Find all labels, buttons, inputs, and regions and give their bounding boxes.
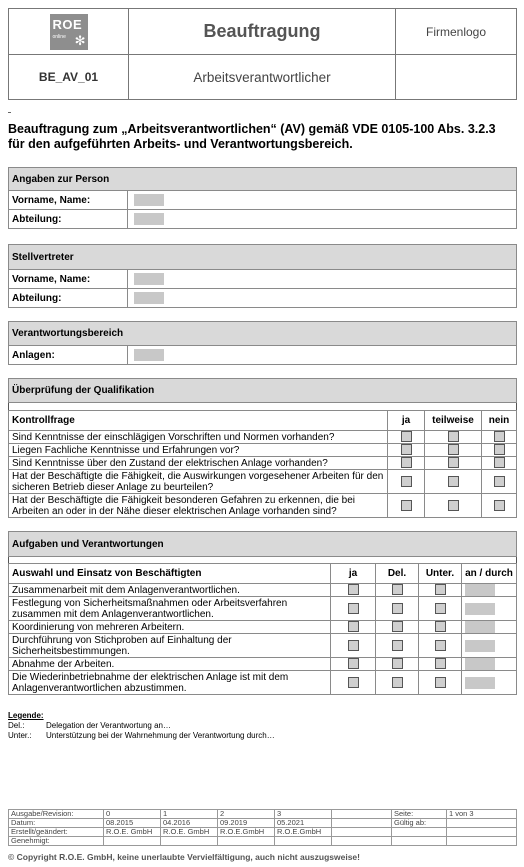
checkbox-yes[interactable] <box>348 658 359 669</box>
checkbox-partly[interactable] <box>448 476 459 487</box>
checkbox-no[interactable] <box>494 431 505 442</box>
deputy-heading: Stellvertreter <box>9 245 517 270</box>
plants-input[interactable] <box>134 349 164 361</box>
checkbox-yes[interactable] <box>401 500 412 511</box>
checkbox-no[interactable] <box>494 476 505 487</box>
checkbox-partly[interactable] <box>448 500 459 511</box>
dept-input[interactable] <box>134 213 164 225</box>
checkbox-partly[interactable] <box>448 444 459 455</box>
person-name-label: Vorname, Name: <box>9 191 128 210</box>
col-del: Del. <box>376 564 419 584</box>
task-row: Koordinierung von mehreren Arbeitern. <box>9 621 331 634</box>
checkbox-del[interactable] <box>392 640 403 651</box>
checkbox-yes[interactable] <box>348 677 359 688</box>
document-subtitle: Arbeitsverantwortlicher <box>129 55 396 100</box>
checkbox-del[interactable] <box>392 584 403 595</box>
by-input[interactable] <box>465 640 495 652</box>
task-row: Festlegung von Sicherheitsmaßnahmen oder Arbeitsverfahren zusammen mit dem Anlagenverantwortlichen. <box>9 597 331 621</box>
checkbox-del[interactable] <box>392 621 403 632</box>
checkbox-sup[interactable] <box>435 658 446 669</box>
checkbox-del[interactable] <box>392 677 403 688</box>
checkbox-yes[interactable] <box>348 621 359 632</box>
checkbox-sup[interactable] <box>435 677 446 688</box>
legend-item: Unter.: Unterstützung bei der Wahrnehmung der Verantwortung durch… <box>8 731 275 740</box>
intro-text: Beauftragung zum „Arbeitsverantwortlichen“ (AV) gemäß VDE 0105-100 Abs. 3.2.3 für den aufgeführten Arbeits- und Verantwortungsbereich. <box>8 122 496 151</box>
checkbox-del[interactable] <box>392 603 403 614</box>
responsibility-section <box>8 321 517 365</box>
logo-cell <box>9 9 129 55</box>
tasks-heading: Aufgaben und Verantwortungen <box>9 532 517 557</box>
person-dept-label: Abteilung: <box>9 210 128 229</box>
task-row: Abnahme der Arbeiten. <box>9 658 331 671</box>
snowflake-icon: ✻ <box>74 32 86 48</box>
checkbox-sup[interactable] <box>435 640 446 651</box>
checkbox-no[interactable] <box>494 444 505 455</box>
legend-item: Del.: Delegation der Verantwortung an… <box>8 721 171 730</box>
document-code: BE_AV_01 <box>9 55 129 100</box>
divider <box>8 112 11 113</box>
checkbox-sup[interactable] <box>435 603 446 614</box>
checkbox-sup[interactable] <box>435 584 446 595</box>
roe-logo: ROE online ✻ <box>50 14 88 50</box>
question-row: Hat der Beschäftigte die Fähigkeit besonderen Gefahren zu erkennen, die bei Arbeiten an oder in der Nähe dieser elektrischen Anlage vorhanden sind? <box>9 494 388 518</box>
person-section <box>8 167 517 229</box>
plants-field[interactable] <box>128 346 517 365</box>
col-by: an / durch <box>462 564 517 584</box>
qualification-heading: Überprüfung der Qualifikation <box>9 379 517 403</box>
by-input[interactable] <box>465 621 495 633</box>
checkbox-yes[interactable] <box>348 640 359 651</box>
deputy-dept-field[interactable] <box>128 289 517 308</box>
deputy-dept-input[interactable] <box>134 292 164 304</box>
spacer <box>9 557 517 564</box>
checkbox-no[interactable] <box>494 500 505 511</box>
checkbox-sup[interactable] <box>435 621 446 632</box>
deputy-dept-label: Abteilung: <box>9 289 128 308</box>
col-no: nein <box>482 411 517 431</box>
checkbox-yes[interactable] <box>401 444 412 455</box>
tasks-section <box>8 531 517 695</box>
checkbox-yes[interactable] <box>401 476 412 487</box>
by-input[interactable] <box>465 603 495 615</box>
person-heading: Angaben zur Person <box>9 168 517 191</box>
empty-header-cell <box>396 55 517 100</box>
copyright: © Copyright R.O.E. GmbH, keine unerlaubte Vervielfältigung, auch nicht auszugsweise! <box>8 852 360 862</box>
question-row: Liegen Fachliche Kenntnisse und Erfahrungen vor? <box>9 444 388 457</box>
checkbox-partly[interactable] <box>448 431 459 442</box>
checkbox-partly[interactable] <box>448 457 459 468</box>
spacer <box>9 403 517 411</box>
task-row: Durchführung von Stichproben auf Einhaltung der Sicherheitsbestimmungen. <box>9 634 331 658</box>
checkbox-yes[interactable] <box>348 603 359 614</box>
task-row: Zusammenarbeit mit dem Anlagenverantwortlichen. <box>9 584 331 597</box>
checkbox-no[interactable] <box>494 457 505 468</box>
col-yes: ja <box>331 564 376 584</box>
responsibility-heading: Verantwortungsbereich <box>9 322 517 346</box>
checkbox-yes[interactable] <box>401 457 412 468</box>
checkbox-yes[interactable] <box>348 584 359 595</box>
legend-title: Legende: <box>8 711 44 720</box>
deputy-name-field[interactable] <box>128 270 517 289</box>
deputy-name-input[interactable] <box>134 273 164 285</box>
col-task: Auswahl und Einsatz von Beschäftigten <box>9 564 331 584</box>
revision-footer: Ausgabe/Revision: 0 1 2 3 Seite: 1 von 3 Datum: 08.2015 04.2016 09.2019 05.2021 Gültig ab: Erstellt/geändert: R.O.E. GmbH R.O.E. GmbH R.O.E.GmbH R.O.E.GmbH Genehmigt: <box>8 809 517 846</box>
legend <box>8 711 275 741</box>
col-yes: ja <box>388 411 425 431</box>
document-header <box>8 8 517 100</box>
person-dept-field[interactable] <box>128 210 517 229</box>
col-sup: Unter. <box>419 564 462 584</box>
deputy-name-label: Vorname, Name: <box>9 270 128 289</box>
firm-logo-placeholder: Firmenlogo <box>396 9 517 55</box>
qualification-section <box>8 378 517 518</box>
task-row: Die Wiederinbetriebnahme der elektrischen Anlage ist mit dem Anlagenverantwortlichen abzustimmen. <box>9 671 331 695</box>
question-row: Sind Kenntnisse der einschlägigen Vorschriften und Normen vorhanden? <box>9 431 388 444</box>
question-row: Sind Kenntnisse über den Zustand der elektrischen Anlage vorhanden? <box>9 457 388 470</box>
document-title: Beauftragung <box>129 9 396 55</box>
question-row: Hat der Beschäftigte die Fähigkeit, die Auswirkungen vorgesehener Arbeiten für den sicheren Betrieb dieser Anlage zu beurteilen? <box>9 470 388 494</box>
by-input[interactable] <box>465 658 495 670</box>
by-input[interactable] <box>465 584 495 596</box>
deputy-section <box>8 244 517 308</box>
col-partly: teilweise <box>425 411 482 431</box>
checkbox-yes[interactable] <box>401 431 412 442</box>
plants-label: Anlagen: <box>9 346 128 365</box>
person-name-field[interactable] <box>128 191 517 210</box>
checkbox-del[interactable] <box>392 658 403 669</box>
name-input[interactable] <box>134 194 164 206</box>
by-input[interactable] <box>465 677 495 689</box>
col-question: Kontrollfrage <box>9 411 388 431</box>
